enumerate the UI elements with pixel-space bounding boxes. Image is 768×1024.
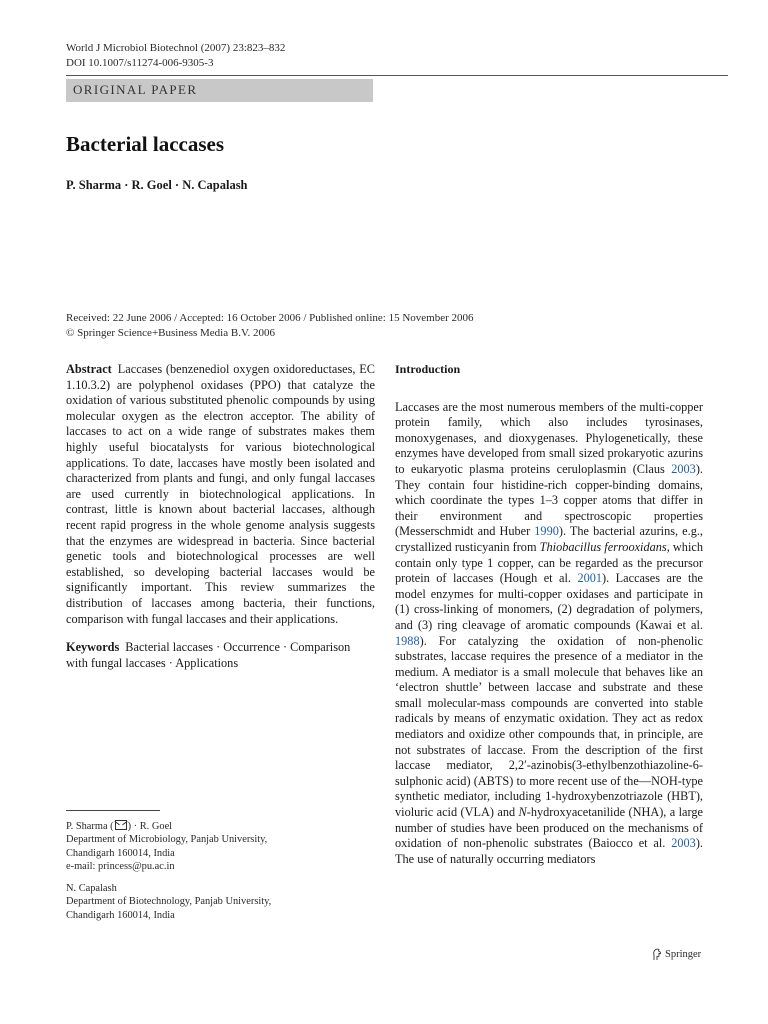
- affiliation-2: [66, 882, 375, 922]
- affiliation-1-names: P. Sharma ( ) · R. Goel: [66, 821, 173, 832]
- received-dates: Received: 22 June 2006 / Accepted: 16 October 2006 / Published online: 15 November 2006: [66, 312, 474, 324]
- header-rule: [66, 75, 728, 76]
- citation-link[interactable]: 2003: [671, 461, 696, 476]
- affiliation-2-dept: Department of Biotechnology, Panjab University,: [66, 896, 272, 908]
- abstract-text: Laccases (benzenediol oxygen oxidoreductases, EC 1.10.3.2) are polyphenol oxidases (PPO) that catalyze the oxidation of various substituted phenolic compounds by using molecular oxygen as the electron acceptor. The ability of laccases to act on a wide range of substrates makes them highly useful biocatalysts for various biotechnological applications. To date, laccases have mostly been isolated and characterized from plants and fungi, and only fungal laccases are used currently in biotechnological applications. In contrast, little is known about bacterial laccases, although recent rapid progress in the whole genome analysis suggests that the enzymes are widespread in bacteria. Since bacterial genetic tools and biotechnological processes are well established, so developing bacterial laccases would be significantly important. This review summarizes the distribution of laccases among bacteria, their functions, comparison with fungal laccases and their applications.: [66, 362, 375, 626]
- article-title: Bacterial laccases: [66, 132, 225, 156]
- citation-link[interactable]: 1988: [395, 633, 420, 648]
- publication-history: [66, 311, 474, 340]
- introduction-text: Laccases are the most numerous members of the multi-copper protein family, which also includes tyrosinases, monoxygenases, and dioxygenases. Phylogenetically, these enzymes have developed from small sized prokaryotic azurins to eukaryotic plasma proteins ceruloplasmin (Claus 2003). They contain four histidine-rich copper-binding domains, which coordinate the types 1–3 copper atoms that differ in their environment and spectroscopic properties (Messerschmidt and Huber 1990). The bacterial azurins, e.g., crystallized rusticyanin from Thiobacillus ferrooxidans, which contain only type 1 copper, can be regarded as the precursor protein of laccases (Hough et al. 2001). Laccases are the model enzymes for multi-copper oxidases and participate in (1) cross-linking of monomers, (2) degradation of polymers, and (3) ring cleavage of aromatic compounds (Kawai et al. 1988). For catalyzing the oxidation of non-phenolic substrates, laccase requires the presence of a mediator in the medium. A mediator is a small molecule that behaves like an ‘electron shuttle’ between laccase and substrate and these small molecular-mass compounds are converted into stable radicals by means of enzymatic oxidation. They act as redox mediators and oxidize other compounds that, in principle, are not substrates of laccase. From the description of the first laccase mediator, 2,2′-azinobis(3-ethylbenzothiazoline-6-sulphonic acid) (ABTS) to more recent use of the—NOH-type synthetic mediator, including 1-hydroxybenzotriazole (HBT), violuric acid (VLA) and N-hydroxyacetanilide (NHA), a large number of studies have been produced on the mechanisms of oxidation of non-phenolic substrates (Baiocco et al. 2003). The use of naturally occurring mediators: [395, 399, 703, 866]
- journal-citation: World J Microbiol Biotechnol (2007) 23:823–832: [66, 42, 286, 54]
- doi: DOI 10.1007/s11274-006-9305-3: [66, 56, 214, 69]
- citation-link[interactable]: 2003: [671, 836, 696, 851]
- affiliation-1-email[interactable]: e-mail: princess@pu.ac.in: [66, 861, 175, 873]
- article-type-band: [66, 79, 373, 102]
- keywords: [66, 640, 375, 671]
- affiliation-1-dept: Department of Microbiology, Panjab University,: [66, 834, 268, 846]
- citation-link[interactable]: 1990: [534, 524, 559, 539]
- affiliation-1: [66, 820, 375, 874]
- author-list: P. Sharma · R. Goel · N. Capalash: [66, 178, 248, 192]
- species-name: Thiobacillus ferrooxidans: [539, 539, 667, 554]
- italic-n: N: [518, 805, 527, 820]
- article-type-label: ORIGINAL PAPER: [73, 82, 198, 97]
- copyright-line: © Springer Science+Business Media B.V. 2006: [66, 326, 275, 339]
- publisher-footer: [651, 948, 701, 961]
- footnote-rule: [66, 810, 160, 811]
- introduction-heading: Introduction: [395, 362, 461, 376]
- left-column: [66, 362, 375, 671]
- publisher-name: Springer: [665, 949, 702, 960]
- right-column: [395, 362, 703, 867]
- affiliation-2-name: N. Capalash: [66, 883, 117, 894]
- abstract-heading: Abstract: [66, 362, 112, 376]
- envelope-icon: [115, 820, 127, 830]
- springer-horse-icon: [651, 948, 662, 961]
- affiliation-2-city: Chandigarh 160014, India: [66, 909, 175, 921]
- affiliation-1-city: Chandigarh 160014, India: [66, 847, 175, 859]
- keywords-heading: Keywords: [66, 640, 120, 655]
- keywords-text: Bacterial laccases · Occurrence · Comparison with fungal laccases · Applications: [66, 640, 351, 670]
- abstract: [66, 362, 375, 627]
- journal-header: [66, 41, 285, 70]
- citation-link[interactable]: 2001: [577, 571, 603, 586]
